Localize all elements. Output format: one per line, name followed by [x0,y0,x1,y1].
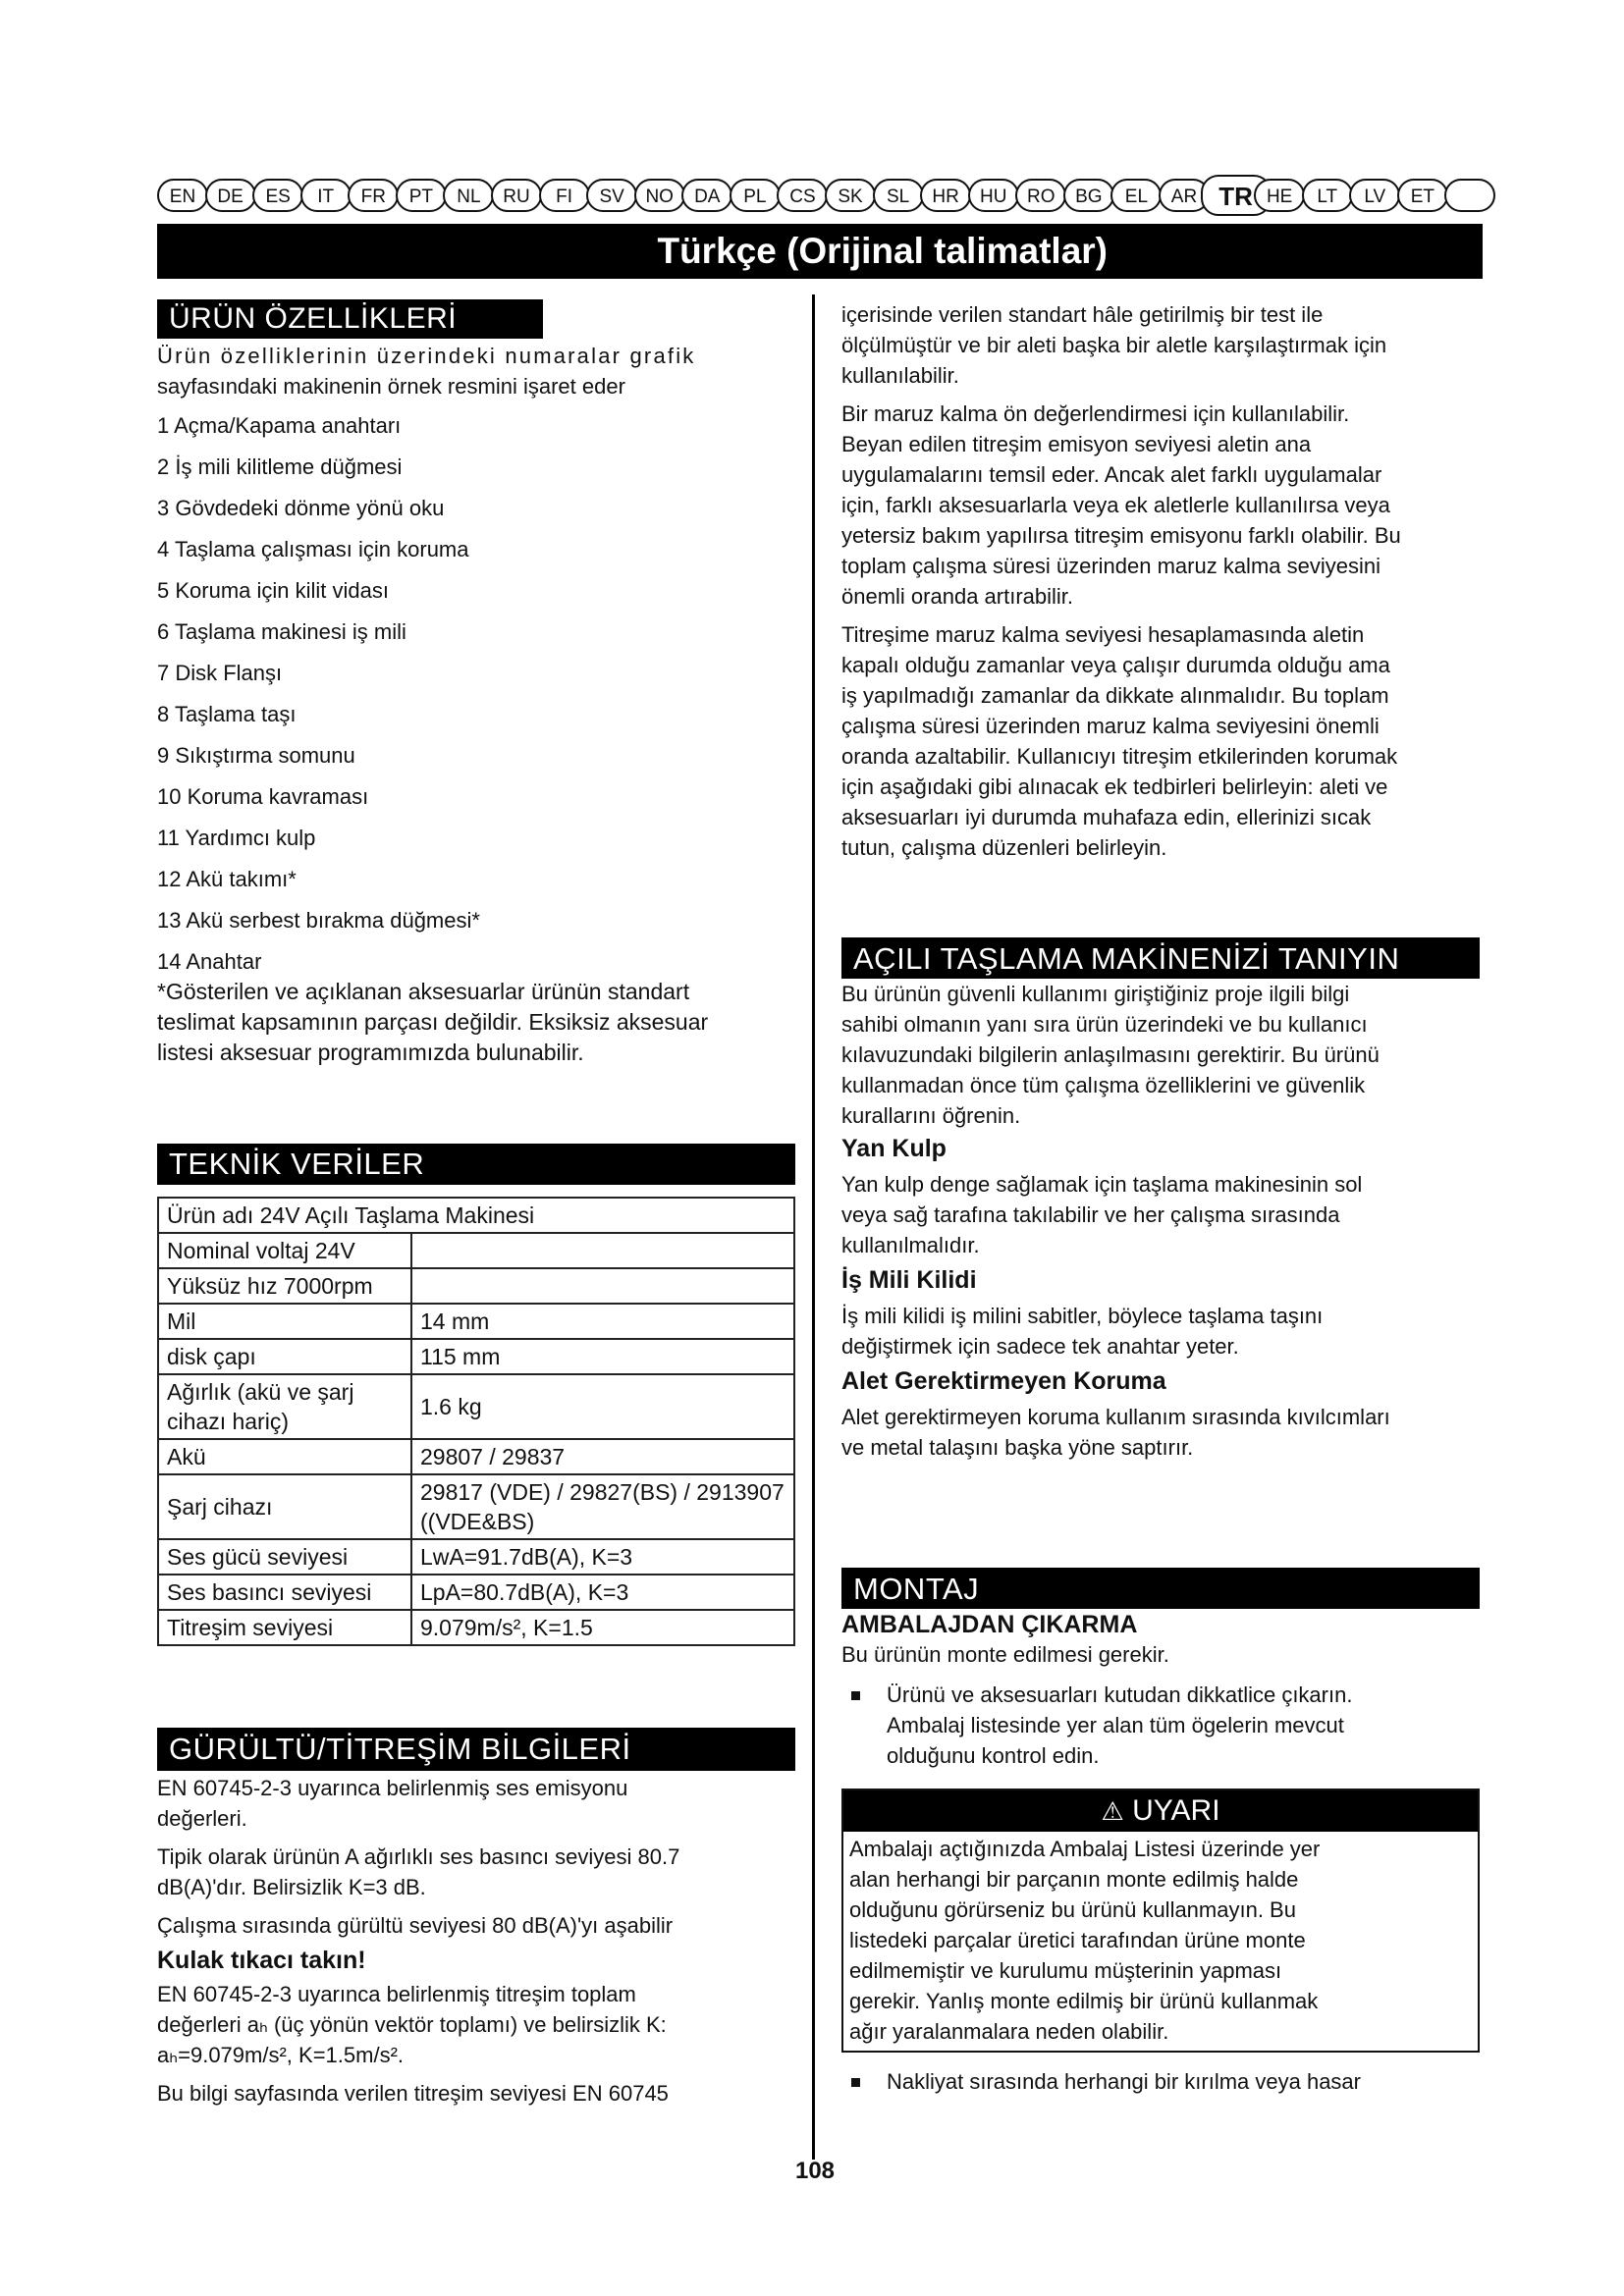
vibration-text-line: tutun, çalışma düzenleri belirleyin. [841,835,1167,860]
spindle-lock-line: İş mili kilidi iş milini sabitler, böylece taşlama taşını [841,1304,1324,1328]
tech-heading: TEKNİK VERİLER [157,1144,795,1185]
warning-line: gerekir. Yanlış monte edilmiş bir ürünü kullanmak [849,1989,1319,2013]
table-row [158,1339,794,1374]
language-tab-he[interactable]: HE [1254,179,1305,212]
table-row [158,1439,794,1474]
guard-title: Alet Gerektirmeyen Koruma [841,1367,1166,1395]
feature-list-item: 5 Koruma için kilit vidası [157,578,389,603]
spec-table [157,1197,795,1646]
spec-value: LwA=91.7dB(A), K=3 [411,1539,794,1575]
vibration-text-line: için, farklı aksesuarlarla veya ek aletlerle kullanılırsa veya [841,493,1390,517]
table-row [158,1539,794,1575]
feature-list [157,405,795,983]
vibration-text-line: Beyan edilen titreşim emisyon seviyesi aletin ana [841,432,1312,456]
language-tab-nl[interactable]: NL [443,179,494,212]
vibration-text-line: çalışma süresi üzerinden maruz kalma seviyesini önemli [841,714,1380,738]
feature-list-item: 8 Taşlama taşı [157,702,297,726]
spec-label: Ses basıncı seviyesi [158,1575,411,1610]
page-number: 108 [794,2158,836,2184]
vibration-text-line: yetersiz bakım yapılırsa titreşim emisyonu farklı olabilir. Bu [841,523,1401,548]
language-tab-ar[interactable]: AR [1159,179,1210,212]
vibration-text-line: kapalı olduğu zamanlar veya çalışır durumda olduğu ama [841,653,1390,677]
noise-paragraph: EN 60745-2-3 uyarınca belirlenmiş ses emisyonu [157,1776,628,1800]
tech-section [157,1144,795,1646]
guard-text [841,1402,1489,1463]
warning-box [841,1789,1480,2053]
spec-value: 29817 (VDE) / 29827(BS) / 2913907 ((VDE&BS) [411,1474,794,1539]
spec-label: Ağırlık (akü ve şarj cihazı hariç) [158,1374,411,1439]
table-row [158,1268,794,1304]
warning-line: listedeki parçalar üretici tarafından ürüne monte [849,1928,1306,1952]
guard-line: ve metal talaşını başka yöne saptırır. [841,1435,1194,1460]
assembly-section [841,1568,1489,2097]
spec-speed: Yüksüz hız 7000rpm [158,1268,411,1304]
noise-paragraph: Çalışma sırasında gürültü seviyesi 80 dB(A)'yı aşabilir [157,1913,674,1938]
noise-section [157,1728,805,2109]
feature-list-item: 9 Sıkıştırma somunu [157,743,355,768]
spec-label: Mil [158,1304,411,1339]
table-row [158,1575,794,1610]
spec-value: 115 mm [411,1339,794,1374]
language-tab-bg[interactable]: BG [1063,179,1114,212]
know-intro [841,979,1489,1131]
feature-list-item: 10 Koruma kavraması [157,784,369,809]
vibration-text-line: ölçülmüştür ve bir aleti başka bir aletle karşılaştırmak için [841,333,1387,357]
vibration-text-line: toplam çalışma süresi üzerinden maruz kalma seviyesini [841,554,1380,578]
column-divider [812,294,815,2160]
feature-list-item: 1 Açma/Kapama anahtarı [157,413,402,438]
bullet-icon [851,2078,860,2087]
language-tab-de[interactable]: DE [205,179,256,212]
page-title: Türkçe (Orijinal talimatlar) [157,224,1483,279]
assembly-heading: MONTAJ [841,1568,1480,1609]
language-tab-ru[interactable]: RU [491,179,542,212]
table-row [158,1304,794,1339]
noise-paragraph: dB(A)'dır. Belirsizlik K=3 dB. [157,1875,426,1899]
warning-line: olduğunu görürseniz bu ürünü kullanmayın. Bu [849,1897,1296,1922]
bullet-text: Nakliyat sırasında herhangi bir kırılma veya hasar [887,2069,1361,2094]
language-tab-da[interactable]: DA [681,179,732,212]
vibration-paragraph: Bu bilgi sayfasında verilen titreşim seviyesi EN 60745 [157,2081,669,2106]
feature-list-item: 2 İş mili kilitleme düğmesi [157,454,403,479]
vibration-paragraph: EN 60745-2-3 uyarınca belirlenmiş titreşim toplam [157,1982,636,2006]
feature-list-item: 12 Akü takımı* [157,867,297,891]
unpack-text: Bu ürünün monte edilmesi gerekir. [841,1642,1169,1667]
know-intro-line: Bu ürünün güvenli kullanımı giriştiğiniz proje ilgili bilgi [841,982,1350,1006]
accessory-note: teslimat kapsamının parçası değildir. Eksiksiz aksesuar [157,1009,709,1035]
noise-heading: GÜRÜLTÜ/TİTREŞİM BİLGİLERİ [157,1728,795,1771]
language-tab-it[interactable]: IT [300,179,352,212]
vibration-text-line: aksesuarları iyi durumda muhafaza edin, ellerinizi sıcak [841,805,1372,829]
bullet-item [841,1680,1489,1771]
language-tab-blank [1444,179,1495,212]
language-tab-sl[interactable]: SL [873,179,924,212]
language-tab-et[interactable]: ET [1397,179,1448,212]
vibration-text-line: içerisinde verilen standart hâle getirilmiş bir test ile [841,302,1324,327]
warning-line: edilmemiştir ve kurulumu müşterinin yapması [849,1958,1282,1983]
spec-value: LpA=80.7dB(A), K=3 [411,1575,794,1610]
vibration-continued [841,299,1489,863]
noise-paragraph: Tipik olarak ürünün A ağırlıklı ses basıncı seviyesi 80.7 [157,1844,680,1869]
vibration-paragraph: değerleri aₕ (üç yönün vektör toplamı) ve belirsizlik K: [157,2012,667,2037]
warning-header [843,1790,1478,1832]
spindle-lock-line: değiştirmek için sadece tek anahtar yeter. [841,1334,1239,1359]
language-tab-en[interactable]: EN [157,179,208,212]
vibration-text-line: oranda azaltabilir. Kullanıcıyı titreşim etkilerinden korumak [841,744,1398,769]
ear-protection-heading: Kulak tıkacı takın! [157,1947,366,1974]
language-tab-pt[interactable]: PT [396,179,447,212]
table-row [158,1374,794,1439]
spec-value: 1.6 kg [411,1374,794,1439]
know-intro-line: kurallarını öğrenin. [841,1103,1021,1128]
language-tab-es[interactable]: ES [252,179,303,212]
know-heading: AÇILI TAŞLAMA MAKİNENİZİ TANIYIN [841,937,1480,979]
warning-text [843,1832,1478,2051]
spec-label: Akü [158,1439,411,1474]
bullet-text [887,1680,1489,1771]
vibration-paragraph: aₕ=9.079m/s², K=1.5m/s². [157,2043,405,2067]
language-tab-pl[interactable]: PL [730,179,781,212]
vibration-text-line: için aşağıdaki gibi alınacak ek tedbirleri belirleyin: aleti ve [841,774,1388,799]
noise-paragraph: değerleri. [157,1806,247,1831]
spindle-lock-text [841,1301,1489,1362]
spec-label: Ses gücü seviyesi [158,1539,411,1575]
language-tab-fi[interactable]: FI [539,179,590,212]
spec-value: 29807 / 29837 [411,1439,794,1474]
know-section [841,937,1489,1463]
side-handle-line: kullanılmalıdır. [841,1233,980,1257]
language-tab-row [157,175,1492,218]
accessory-note: listesi aksesuar programımızda bulunabilir. [157,1040,584,1065]
language-tab-hr[interactable]: HR [920,179,971,212]
table-row [158,1198,794,1233]
feature-list-item: 6 Taşlama makinesi iş mili [157,619,406,644]
spindle-lock-title: İş Mili Kilidi [841,1266,977,1294]
vibration-text-line: kullanılabilir. [841,363,959,388]
feature-list-item: 14 Anahtar [157,949,262,974]
bullet-line: olduğunu kontrol edin. [887,1743,1100,1768]
warning-line: ağır yaralanmalara neden olabilir. [849,2019,1169,2044]
know-intro-line: sahibi olmanın yanı sıra ürün üzerindeki ve bu kullanıcı [841,1012,1368,1037]
language-tab-no[interactable]: NO [634,179,685,212]
spec-label: Şarj cihazı [158,1474,411,1539]
guard-line: Alet gerektirmeyen koruma kullanım sırasında kıvılcımları [841,1405,1390,1429]
vibration-text-line: iş yapılmadığı zamanlar da dikkate alınmalıdır. Bu toplam [841,683,1389,708]
feature-list-item: 7 Disk Flanşı [157,661,283,685]
feature-list-item: 3 Gövdedeki dönme yönü oku [157,496,445,520]
side-handle-title: Yan Kulp [841,1135,947,1162]
bullet-line: Ambalaj listesinde yer alan tüm ögelerin mevcut [887,1713,1344,1737]
spec-label: disk çapı [158,1339,411,1374]
spec-value: 9.079m/s², K=1.5 [411,1610,794,1645]
features-section [157,299,795,1068]
spec-voltage: Nominal voltaj 24V [158,1233,411,1268]
vibration-text-line: uygulamalarını temsil eder. Ancak alet farklı uygulamalar [841,462,1382,487]
know-intro-line: kılavuzundaki bilgilerin anlaşılmasını gerektirir. Bu ürünü [841,1042,1380,1067]
table-row [158,1233,794,1268]
vibration-text-line: önemli oranda artırabilir. [841,584,1074,609]
feature-list-item: 13 Akü serbest bırakma düğmesi* [157,908,480,933]
feature-list-item: 11 Yardımcı kulp [157,826,316,850]
spec-label: Titreşim seviyesi [158,1610,411,1645]
side-handle-line: veya sağ tarafına takılabilir ve her çalışma sırasında [841,1202,1340,1227]
accessory-note: *Gösterilen ve açıklanan aksesuarlar ürünün standart [157,979,690,1004]
features-intro: Ürün özelliklerinin üzerindeki numaralar grafik [157,344,696,368]
language-tab-lv[interactable]: LV [1349,179,1400,212]
language-tab-fr[interactable]: FR [348,179,399,212]
vibration-text-line: Titreşime maruz kalma seviyesi hesaplamasında aletin [841,622,1365,647]
warning-title: UYARI [1132,1794,1220,1827]
language-tab-ro[interactable]: RO [1015,179,1066,212]
know-intro-line: kullanmadan önce tüm çalışma özelliklerini ve güvenlik [841,1073,1366,1097]
spec-product-name: Ürün adı 24V Açılı Taşlama Makinesi [158,1198,794,1233]
language-tab-hu[interactable]: HU [968,179,1019,212]
features-heading: ÜRÜN ÖZELLİKLERİ [157,299,543,339]
language-tab-sk[interactable]: SK [825,179,876,212]
language-tab-sv[interactable]: SV [586,179,637,212]
unpack-title: AMBALAJDAN ÇIKARMA [841,1611,1138,1638]
features-intro: sayfasındaki makinenin örnek resmini işaret eder [157,374,625,399]
side-handle-line: Yan kulp denge sağlamak için taşlama makinesinin sol [841,1172,1363,1197]
warning-triangle-icon: ⚠ [1101,1796,1124,1826]
vibration-text-line: Bir maruz kalma ön değerlendirmesi için kullanılabilir. [841,401,1350,426]
table-row [158,1474,794,1539]
language-tab-lt[interactable]: LT [1302,179,1353,212]
side-handle-text [841,1169,1489,1260]
language-tab-cs[interactable]: CS [777,179,828,212]
spec-value: 14 mm [411,1304,794,1339]
bullet-item [841,2066,1489,2097]
warning-line: alan herhangi bir parçanın monte edilmiş halde [849,1867,1299,1892]
feature-list-item: 4 Taşlama çalışması için koruma [157,537,469,561]
language-tab-tr[interactable]: TR [1201,175,1272,216]
bullet-icon [851,1691,860,1700]
warning-line: Ambalajı açtığınızda Ambalaj Listesi üzerinde yer [849,1837,1321,1861]
bullet-line: Ürünü ve aksesuarları kutudan dikkatlice çıkarın. [887,1682,1353,1707]
language-tab-el[interactable]: EL [1110,179,1162,212]
table-row [158,1610,794,1645]
